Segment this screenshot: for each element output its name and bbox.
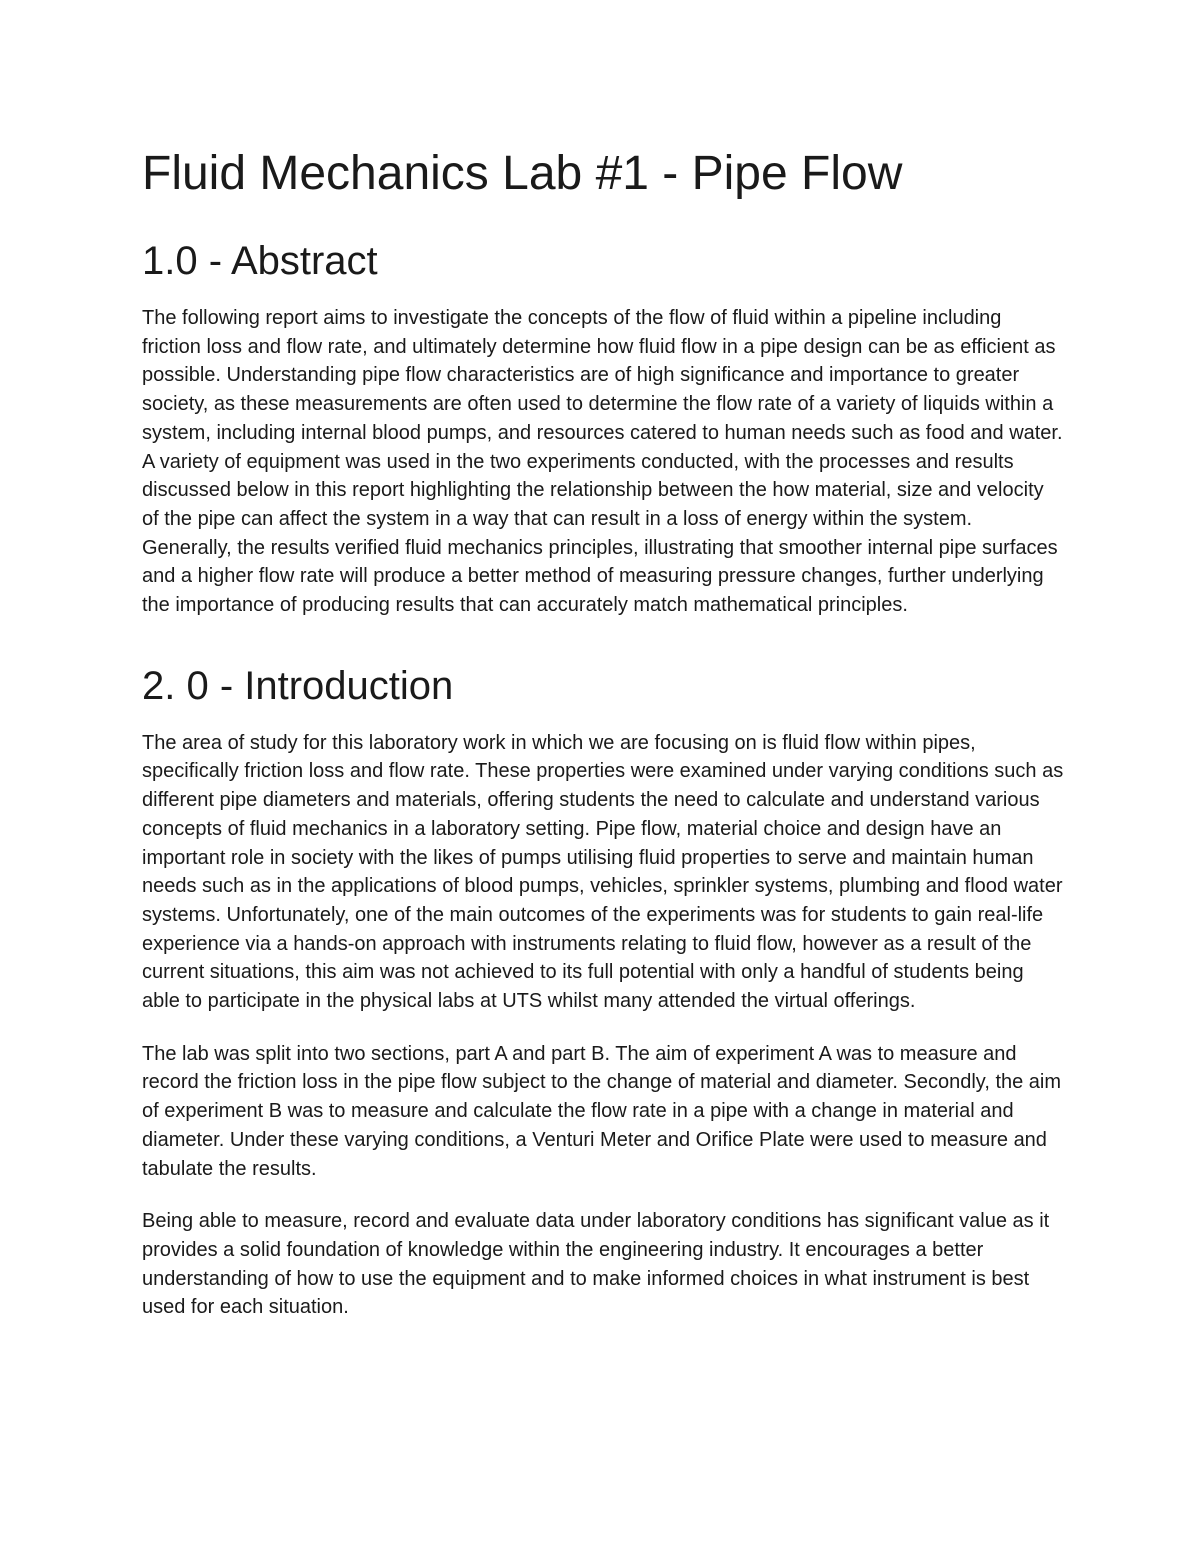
- abstract-paragraph: The following report aims to investigate the concepts of the flow of fluid within a pipeline including friction loss and flow rate, and ultimately determine how fluid flow in a pipe design can be as efficient as possible. Understanding pipe flow characteristics are of high significance and importance to greater society, as these measurements are often used to determine the flow rate of a variety of liquids within a system, including internal blood pumps, and resources catered to human needs such as food and water. A variety of equipment was used in the two experiments conducted, with the processes and results discussed below in this report highlighting the relationship between the how material, size and velocity of the pipe can affect the system in a way that can result in a loss of energy within the system. Generally, the results verified fluid mechanics principles, illustrating that smoother internal pipe surfaces and a higher flow rate will produce a better method of measuring pressure changes, further underlying the importance of producing results that can accurately match mathematical principles.: [142, 307, 1063, 617]
- section-heading-abstract: 1.0 - Abstract: [142, 239, 378, 283]
- introduction-paragraph-3: Being able to measure, record and evaluate data under laboratory conditions has significant value as it provides a solid foundation of knowledge within the engineering industry. It encourages a better understanding of how to use the equipment and to make informed choices in what instrument is best used for each situation.: [142, 1210, 1050, 1319]
- introduction-paragraph-2: The lab was split into two sections, part A and part B. The aim of experiment A was to measure and record the friction loss in the pipe flow subject to the change of material and diameter. Secondly, the aim of experiment B was to measure and calculate the flow rate in a pipe with a change in material and diameter. Under these varying conditions, a Venturi Meter and Orifice Plate were used to measure and tabulate the results.: [142, 1042, 1062, 1180]
- introduction-paragraph-1: The area of study for this laboratory work in which we are focusing on is fluid flow within pipes, specifically friction loss and flow rate. These properties were examined under varying conditions such as different pipe diameters and materials, offering students the need to calculate and understand various concepts of fluid mechanics in a laboratory setting. Pipe flow, material choice and design have an important role in society with the likes of pumps utilising fluid properties to serve and maintain human needs such as in the applications of blood pumps, vehicles, sprinkler systems, plumbing and flood water systems. Unfortunately, one of the main outcomes of the experiments was for students to gain real-life experience via a hands-on approach with instruments relating to fluid flow, however as a result of the current situations, this aim was not achieved to its full potential with only a handful of students being able to participate in the physical labs at UTS whilst many attended the virtual offerings.: [142, 731, 1064, 1013]
- section-introduction: [142, 658, 1064, 1322]
- section-abstract: [142, 233, 1063, 620]
- document-title: Fluid Mechanics Lab #1 - Pipe Flow: [142, 147, 903, 200]
- section-heading-introduction: 2. 0 - Introduction: [142, 663, 454, 708]
